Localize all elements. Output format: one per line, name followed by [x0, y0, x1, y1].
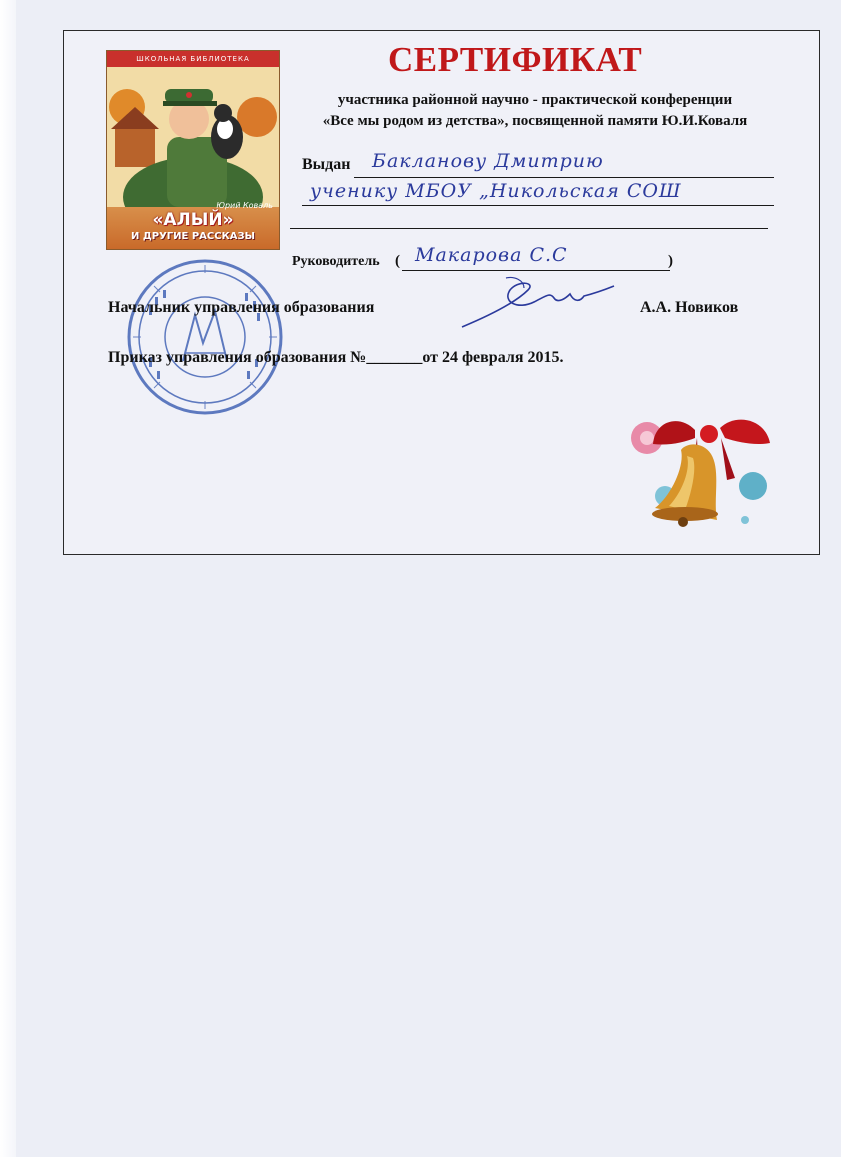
- issued-label: Выдан: [302, 156, 351, 173]
- recipient-name-handwritten: Бакланову Дмитрию: [372, 150, 604, 172]
- recipient-school-handwritten: ученику МБОУ „Никольская СОШ: [310, 180, 682, 202]
- recipient-line-2: [302, 205, 774, 206]
- head-of-education-label: Начальник управления образования: [108, 299, 375, 316]
- supervisor-line: [402, 270, 670, 271]
- official-stamp: [125, 253, 285, 421]
- certificate-subtitle: [290, 90, 780, 132]
- book-cover-image: [106, 50, 280, 250]
- supervisor-label: Руководитель: [292, 254, 380, 269]
- recipient-line-3: [290, 228, 768, 229]
- book-title: «АЛЫЙ»: [152, 210, 234, 230]
- book-series-label: ШКОЛЬНАЯ БИБЛИОТЕКА: [107, 51, 279, 67]
- book-subtitle: И ДРУГИЕ РАССКАЗЫ: [131, 231, 255, 242]
- subtitle-line-1: участника районной научно - практической конференции: [337, 92, 733, 108]
- head-of-education-name: А.А. Новиков: [640, 299, 739, 316]
- order-reference: Приказ управления образования №_______от 24 февраля 2015.: [108, 349, 564, 366]
- recipient-line-1: [354, 177, 774, 178]
- supervisor-open-paren: (: [395, 253, 400, 269]
- book-cover-art: [107, 67, 280, 207]
- signature: [458, 272, 618, 332]
- bell-decoration: [625, 408, 775, 533]
- subtitle-line-2: «Все мы родом из детства», посвященной памяти Ю.И.Коваля: [322, 113, 748, 129]
- supervisor-close-paren: ): [668, 253, 673, 269]
- supervisor-name-handwritten: Макарова С.С: [415, 244, 568, 266]
- book-author: Юрий Коваль: [216, 201, 273, 210]
- paper-edge: [0, 0, 16, 1157]
- certificate-title: СЕРТИФИКАТ: [388, 40, 643, 79]
